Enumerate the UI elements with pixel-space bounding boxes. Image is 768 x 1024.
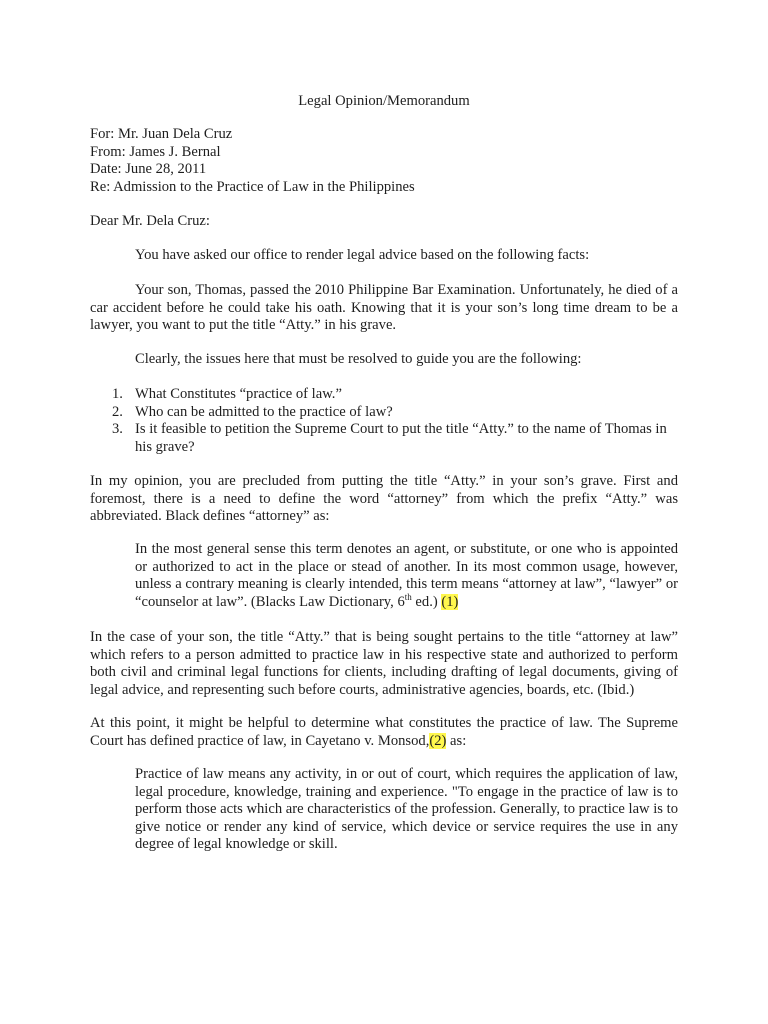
list-item bbox=[90, 404, 678, 422]
salutation: Dear Mr. Dela Cruz: bbox=[90, 213, 210, 229]
paragraph-attorney-at-law: In the case of your son, the title “Atty.” that is being sought pertains to the title “attorney at law” which refers to a person admitted to practice law in his respective state and authorized to perform both civil and criminal legal functions for clients, including drafting of legal documents, giving of legal advice, and representing such before courts, administrative agencies, boards, etc. (Ibid.) bbox=[90, 629, 678, 698]
paragraph-facts: Your son, Thomas, passed the 2010 Philippine Bar Examination. Unfortunately, he died of a car accident before he could take his oath. Knowing that it is your son’s long time dream to be a lawyer, you want to put the title “Atty.” in his grave. bbox=[90, 282, 678, 333]
quote-cayetano-monsod: Practice of law means any activity, in or out of court, which requires the application of law, legal procedure, knowledge, training and experience. "To engage in the practice of law is to perform those acts which are characteristics of the profession. Generally, to practice law is to give notice or render any kind of service, which device or service requires the use in any degree of legal knowledge or skill. bbox=[135, 766, 678, 852]
superscript: th bbox=[404, 591, 412, 602]
memo-for: For: Mr. Juan Dela Cruz bbox=[90, 126, 233, 142]
quote-blacks-definition bbox=[135, 541, 678, 611]
quote-text: In the most general sense this term denotes an agent, or substitute, or one who is appointed or authorized to act in the place or stead of another. In its most common usage, however, unless a contrary meaning is clearly intended, this term means “attorney at law”, “lawyer” or “counselor at law”. (Blacks Law Dictionary, 6 bbox=[135, 541, 678, 610]
paragraph-intro: You have asked our office to render legal advice based on the following facts: bbox=[135, 247, 590, 263]
memo-header bbox=[90, 126, 415, 196]
list-item-text: Is it feasible to petition the Supreme Court to put the title “Atty.” to the name of Thomas in his grave? bbox=[135, 421, 667, 455]
memo-from: From: James J. Bernal bbox=[90, 143, 221, 160]
list-item-number: 3. bbox=[112, 421, 123, 437]
list-item bbox=[90, 421, 678, 456]
memo-date: Date: June 28, 2011 bbox=[90, 161, 207, 177]
paragraph-text: At this point, it might be helpful to determine what constitutes the practice of law. The Supreme Court has defined practice of law, in Cayetano v. Monsod, bbox=[90, 715, 678, 749]
paragraph-after: as: bbox=[446, 732, 467, 749]
list-item-number: 1. bbox=[112, 386, 123, 402]
paragraph-issues-intro: Clearly, the issues here that must be resolved to guide you are the following: bbox=[135, 351, 582, 367]
issues-list bbox=[90, 386, 678, 456]
list-item-number: 2. bbox=[112, 403, 123, 420]
paragraph-practice-of-law bbox=[90, 715, 678, 750]
footnote-ref-2: (2) bbox=[429, 732, 447, 749]
list-item-text: Who can be admitted to the practice of law? bbox=[135, 403, 393, 420]
memo-re: Re: Admission to the Practice of Law in the Philippines bbox=[90, 178, 415, 195]
document-title: Legal Opinion/Memorandum bbox=[298, 93, 470, 109]
paragraph-opinion: In my opinion, you are precluded from putting the title “Atty.” in your son’s grave. First and foremost, there is a need to define the word “attorney” from which the prefix “Atty.” was abbreviated. Black defines “attorney” as: bbox=[90, 473, 678, 524]
footnote-ref-1: (1) bbox=[441, 593, 459, 610]
quote-after: ed.) bbox=[411, 593, 442, 610]
list-item-text: What Constitutes “practice of law.” bbox=[135, 386, 342, 402]
list-item bbox=[90, 386, 678, 404]
